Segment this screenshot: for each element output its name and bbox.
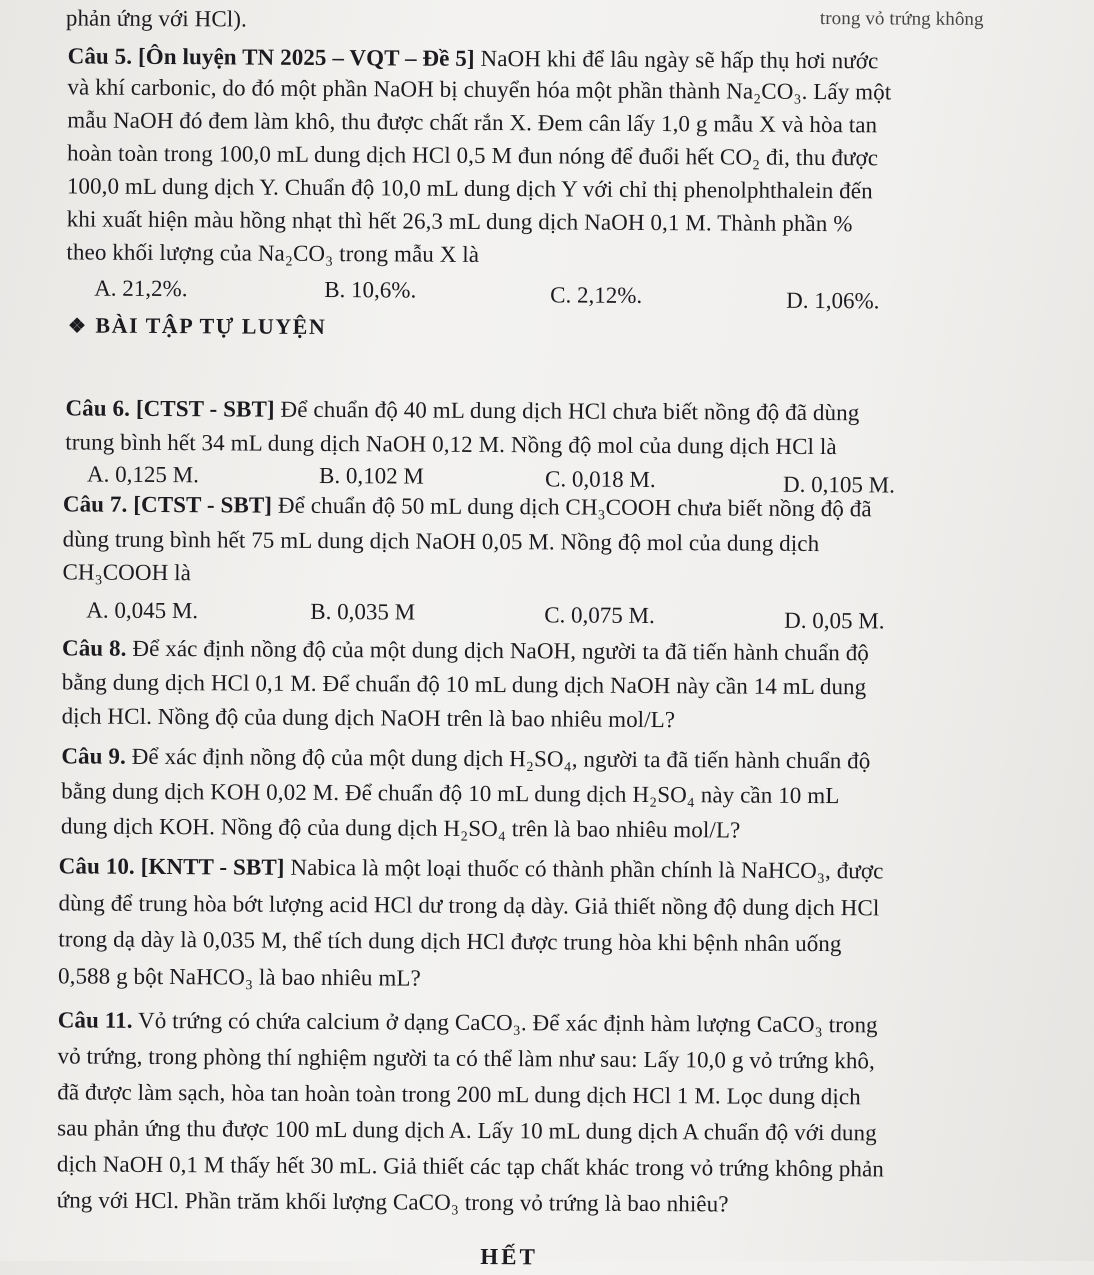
q7-option-b: B. 0,035 M — [310, 598, 416, 625]
q11-line-5: ứng với HCl. Phần trăm khối lượng CaCO₃ trong vỏ trứng là bao nhiêu? — [56, 1187, 729, 1217]
q6-option-a: A. 0,125 M. — [87, 461, 199, 488]
section-title: BÀI TẬP TỰ LUYỆN — [95, 312, 327, 339]
q6-option-c: C. 0,018 M. — [545, 466, 656, 493]
q6-line-0: Để chuẩn độ 40 mL dung dịch HCl chưa biết nồng độ đã dùng — [274, 396, 860, 426]
q8-line-1: bằng dung dịch HCl 0,1 M. Để chuẩn độ 10 mL dung dịch NaOH này cần 14 mL dung — [61, 669, 867, 700]
q5-option-b: B. 10,6%. — [324, 276, 417, 303]
q10-source: [KNTT - SBT] — [140, 853, 285, 880]
bottom-fragment: HẾT — [480, 1243, 538, 1270]
q5-line-3: hoàn toàn trong 100,0 mL dung dịch HCl 0,5 M đun nóng để đuổi hết CO₂ đi, thu được — [66, 140, 879, 171]
q11-label: Câu 11. — [57, 1007, 133, 1033]
q7-label: Câu 7. — [62, 491, 128, 517]
q10-label: Câu 10. — [58, 853, 135, 879]
q5-label: Câu 5. — [67, 43, 133, 69]
q11-line-4: dịch NaOH 0,1 M thấy hết 30 mL. Giả thiết các tạp chất khác trong vỏ trứng không phản — [56, 1151, 884, 1182]
q7-line-1: dùng trung bình hết 75 mL dung dịch NaOH 0,05 M. Nồng độ mol của dung dịch — [62, 526, 820, 557]
q9-line-0: Để xác định nồng độ của một dung dịch H₂SO₄, người ta đã tiến hành chuẩn độ — [125, 743, 871, 774]
q5-line-2: mẫu NaOH đó đem làm khô, thu được chất rắn X. Đem cân lấy 1,0 g mẫu X và hòa tan — [67, 107, 878, 138]
q11-line-2: đã được làm sạch, hòa tan hoàn toàn trong 200 mL dung dịch HCl 1 M. Lọc dung dịch — [57, 1079, 861, 1110]
q8-line-0: Để xác định nồng độ của một dung dịch NaOH, người ta đã tiến hành chuẩn độ — [126, 635, 870, 666]
q9-line-2: dung dịch KOH. Nồng độ của dung dịch H₂SO₄ trên là bao nhiêu mol/L? — [60, 813, 741, 843]
q10-line-1: dùng để trung hòa bớt lượng acid HCl dư trong dạ dày. Giả thiết nồng độ dung dịch HCl — [58, 890, 880, 921]
q7-line-0: Để chuẩn độ 50 mL dung dịch CH₃COOH chưa biết nồng độ đã — [272, 492, 872, 522]
diamond-bullet-icon: ❖ — [67, 315, 88, 338]
q11-line-1: vỏ trứng, trong phòng thí nghiệm người ta có thể làm như sau: Lấy 10,0 g vỏ trứng khô, — [57, 1043, 876, 1074]
q8-line-2: dịch HCl. Nồng độ của dung dịch NaOH trên là bao nhiêu mol/L? — [61, 703, 676, 733]
q7-option-a: A. 0,045 M. — [86, 597, 199, 624]
q5-line-6: theo khối lượng của Na₂CO₃ trong mẫu X là — [66, 239, 480, 267]
q7-source: [CTST - SBT] — [133, 491, 273, 518]
top-fragment-left: phản ứng với HCl). — [65, 5, 247, 32]
q11-line-3: sau phản ứng thu được 100 mL dung dịch A. Lấy 10 mL dung dịch A chuẩn độ với dung — [57, 1115, 877, 1146]
q7-option-d: D. 0,05 M. — [784, 607, 885, 634]
q6-line-1: trung bình hết 34 mL dung dịch NaOH 0,12 M. Nồng độ mol của dung dịch HCl là — [65, 429, 837, 460]
q5-line-4: 100,0 mL dung dịch Y. Chuẩn độ 10,0 mL dung dịch Y với chỉ thị phenolphthalein đến — [66, 173, 873, 204]
q10-line-0: Nabica là một loại thuốc có thành phần chính là NaHCO₃, được — [284, 854, 884, 884]
q5-option-a: A. 21,2%. — [94, 275, 188, 302]
top-fragment-right: trong vỏ trứng không — [819, 8, 984, 31]
q8-label: Câu 8. — [61, 635, 127, 661]
q6-label: Câu 6. — [65, 395, 131, 421]
q5-line-5: khi xuất hiện màu hồng nhạt thì hết 26,3 mL dung dịch NaOH 0,1 M. Thành phần % — [66, 206, 853, 237]
q5-source: [Ôn luyện TN 2025 – VQT – Đề 5] — [137, 43, 475, 71]
q10-line-2: trong dạ dày là 0,035 M, thể tích dung dịch HCl được trung hòa khi bệnh nhân uống — [58, 926, 842, 957]
q6-option-b: B. 0,102 M — [319, 462, 424, 489]
q6-option-d: D. 0,105 M. — [782, 471, 895, 498]
q9-label: Câu 9. — [61, 743, 126, 769]
q5-line-0: NaOH khi để lâu ngày sẽ hấp thụ hơi nước — [474, 45, 879, 74]
q6-source: [CTST - SBT] — [135, 395, 275, 422]
q11-line-0: Vỏ trứng có chứa calcium ở dạng CaCO₃. Để xác định hàm lượng CaCO₃ trong — [132, 1007, 878, 1038]
q9-line-1: bằng dung dịch KOH 0,02 M. Để chuẩn độ 10 mL dung dịch H₂SO₄ này cần 10 mL — [61, 778, 840, 809]
q5-line-1: và khí carbonic, do đó một phần NaOH bị chuyển hóa một phần thành Na₂CO₃. Lấy một — [67, 74, 892, 105]
q5-option-c: C. 2,12%. — [550, 282, 643, 308]
q7-line-2: CH₃COOH là — [62, 559, 192, 586]
q7-option-c: C. 0,075 M. — [544, 602, 655, 629]
q10-line-3: 0,588 g bột NaHCO₃ là bao nhiêu mL? — [57, 963, 421, 991]
q5-option-d: D. 1,06%. — [786, 287, 880, 314]
